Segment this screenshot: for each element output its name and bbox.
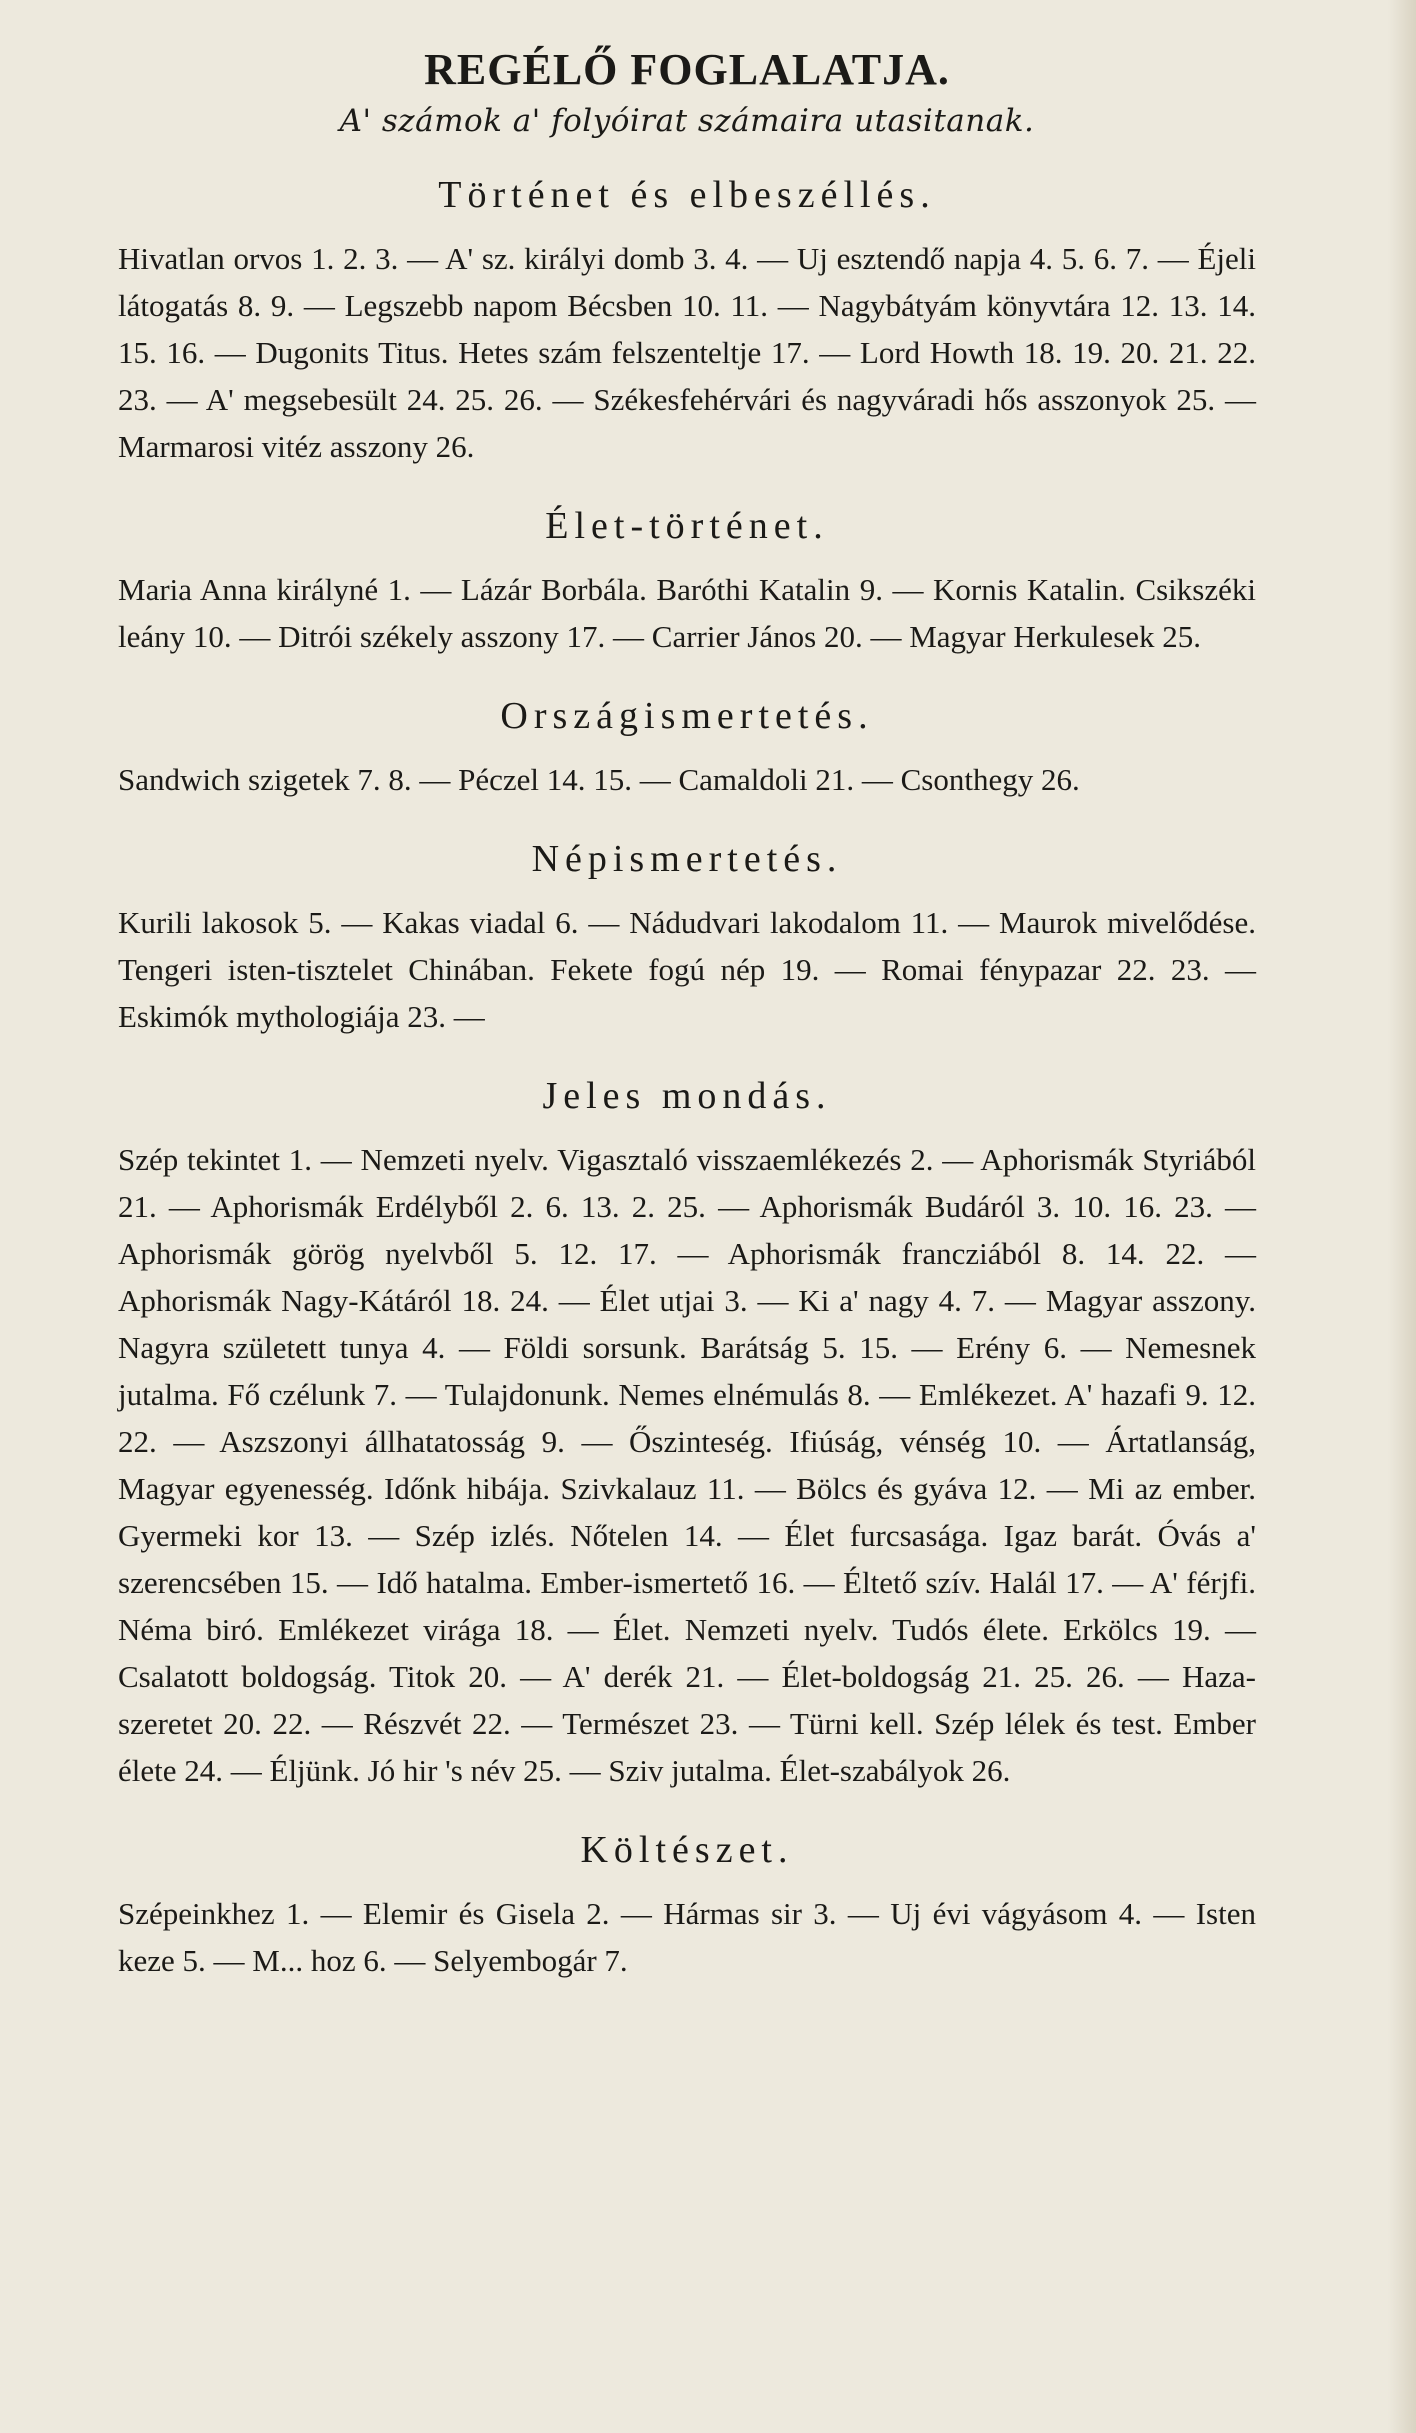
- section-heading: Költészet.: [580, 1829, 794, 1871]
- section-nepismertetes: [118, 837, 1256, 1040]
- section-heading: Jeles mondás.: [542, 1075, 832, 1117]
- section-entries: Szépeinkhez 1. — Elemir és Gisela 2. — Hármas sir 3. — Uj évi vágyásom 4. — Isten keze 5. — M... hoz 6. — Selyembogár 7.: [118, 1896, 1256, 1978]
- section-entries: Sandwich szigetek 7. 8. — Péczel 14. 15. — Camaldoli 21. — Csonthegy 26.: [118, 762, 1080, 797]
- section-entries: Maria Anna királyné 1. — Lázár Borbála. Baróthi Katalin 9. — Kornis Katalin. Csikszéki leány 10. — Ditrói székely asszony 17. — Carrier János 20. — Magyar Herkulesek 25.: [118, 572, 1256, 654]
- section-heading: Országismertetés.: [500, 695, 874, 737]
- section-heading: Népismertetés.: [531, 838, 843, 880]
- section-tortenet: [118, 173, 1256, 470]
- section-elet-tortenet: [118, 504, 1256, 660]
- section-kolteszet: [118, 1828, 1256, 1984]
- section-heading: Történet és elbeszéllés.: [438, 174, 936, 216]
- section-heading: Élet-történet.: [545, 505, 829, 547]
- section-entries: Kurili lakosok 5. — Kakas viadal 6. — Nádudvari lakodalom 11. — Maurok mivelődése. Tengeri isten-tisztelet Chinában. Fekete fogú nép 19. — Romai fénypazar 22. 23. — Eskimók mythologiája 23. —: [118, 905, 1256, 1034]
- section-jeles-mondas: [118, 1074, 1256, 1794]
- page-title: REGÉLŐ FOGLALATJA.: [424, 45, 950, 94]
- page-subtitle: A' számok a' folyóirat számaira utasitanak.: [339, 103, 1035, 139]
- section-entries: Hivatlan orvos 1. 2. 3. — A' sz. királyi domb 3. 4. — Uj esztendő napja 4. 5. 6. 7. — Éjeli látogatás 8. 9. — Legszebb napom Bécsben 10. 11. — Nagybátyám könyvtára 12. 13. 14. 15. 16. — Dugonits Titus. Hetes szám felszenteltje 17. — Lord Howth 18. 19. 20. 21. 22. 23. — A' megsebesült 24. 25. 26. — Székesfehérvári és nagyváradi hős asszonyok 25. — Marmarosi vitéz asszony 26.: [118, 241, 1256, 464]
- section-orszagismertetes: [118, 694, 1256, 803]
- section-entries: Szép tekintet 1. — Nemzeti nyelv. Vigasztaló visszaemlékezés 2. — Aphorismák Styriából 21. — Aphorismák Erdélyből 2. 6. 13. 2. 25. — Aphorismák Budáról 3. 10. 16. 23. — Aphorismák görög nyelvből 5. 12. 17. — Aphorismák francziából 8. 14. 22. — Aphorismák Nagy-Kátáról 18. 24. — Élet utjai 3. — Ki a' nagy 4. 7. — Magyar asszony. Nagyra született tunya 4. — Földi sorsunk. Barátság 5. 15. — Erény 6. — Nemesnek jutalma. Fő czélunk 7. — Tulajdonunk. Nemes elnémulás 8. — Emlékezet. A' hazafi 9. 12. 22. — Aszszonyi állhatatosság 9. — Őszinteség. Ifiúság, vénség 10. — Ártatlanság, Magyar egyenesség. Időnk hibája. Szivkalauz 11. — Bölcs és gyáva 12. — Mi az ember. Gyermeki kor 13. — Szép izlés. Nőtelen 14. — Élet furcsasága. Igaz barát. Óvás a' szerencsében 15. — Idő hatalma. Ember-ismertető 16. — Éltető szív. Halál 17. — A' férjfi. Néma biró. Emlékezet virága 18. — Élet. Nemzeti nyelv. Tudós élete. Erkölcs 19. — Csalatott boldogság. Titok 20. — A' derék 21. — Élet-boldogság 21. 25. 26. — Haza-szeretet 20. 22. — Részvét 22. — Természet 23. — Türni kell. Szép lélek és test. Ember élete 24. — Éljünk. Jó hir 's név 25. — Sziv jutalma. Élet-szabályok 26.: [118, 1142, 1256, 1788]
